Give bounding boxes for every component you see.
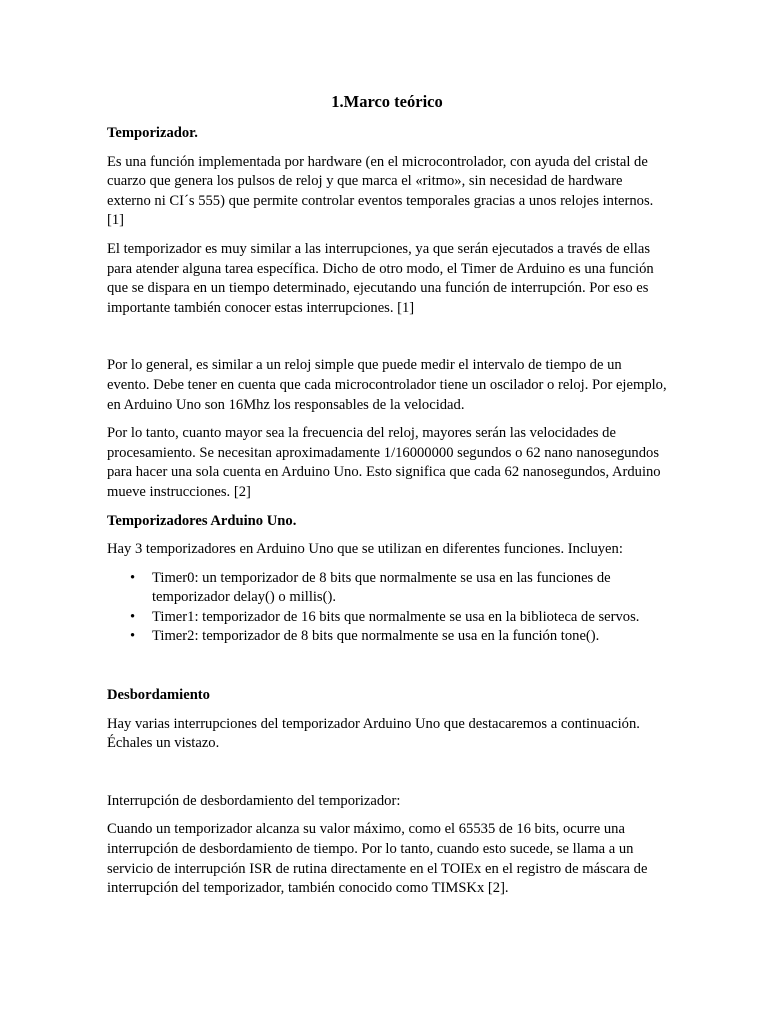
bullet-icon: • [130,628,136,645]
paragraph-definicion: Es una función implementada por hardware (en el microcontrolador, con ayuda del cristal de cuarzo que genera los pulsos de reloj y que marca el «ritmo», sin necesidad de hardware externo ni CI´s 555) que permite controlar eventos temporales gracias a unos relojes internos. [1] [107,153,654,229]
document-title: 1.Marco teórico [331,92,443,111]
timer-list [107,569,667,647]
paragraph-interrupciones: El temporizador es muy similar a las interrupciones, ya que serán ejecutados a través de ellas para atender alguna tarea específica. Dicho de otro modo, el Timer de Arduino es una función que se dispara en un tiempo determinado, ejecutando una función de interrupción. Por eso es importante también conocer estas interrupciones. [1] [107,240,654,316]
document-body [107,92,667,908]
blank-line [107,763,667,792]
paragraph-interrupcion-desbordamiento: Interrupción de desbordamiento del temporizador: [107,792,401,809]
paragraph-varias-interrupciones: Hay varias interrupciones del temporizador Arduino Uno que destacaremos a continuación. Échales un vistazo. [107,715,640,752]
list-item [130,569,667,608]
section-heading-desbordamiento: Desbordamiento [107,687,210,704]
bullet-icon: • [130,569,136,586]
list-item [130,608,667,628]
paragraph-tres-temporizadores: Hay 3 temporizadores en Arduino Uno que se utilizan en diferentes funciones. Incluyen: [107,541,623,558]
blank-line [107,656,667,686]
section-heading-temporizador: Temporizador. [107,125,198,141]
blank-line [107,327,667,356]
list-item-text: Timer2: temporizador de 8 bits que normalmente se usa en la función tone(). [152,628,600,645]
bullet-icon: • [130,608,136,625]
list-item [130,627,667,647]
paragraph-reloj: Por lo general, es similar a un reloj simple que puede medir el intervalo de tiempo de un evento. Debe tener en cuenta que cada microcontrolador tiene un oscilador o reloj. Por ejemplo, en Arduino Uno son 16Mhz los responsables de la velocidad. [107,357,667,413]
section-heading-arduino-uno: Temporizadores Arduino Uno. [107,512,297,529]
list-item-text: Timer1: temporizador de 16 bits que normalmente se usa en la biblioteca de servos. [152,608,640,625]
paragraph-frecuencia: Por lo tanto, cuanto mayor sea la frecuencia del reloj, mayores serán las velocidades de procesamiento. Se necesitan aproximadamente 1/16000000 segundos o 62 nano nanosegundos para hacer una sola cuenta en Arduino Uno. Esto significa que cada 62 nanosegundos, Arduino mueve instrucciones. [2] [107,425,661,500]
list-item-text: Timer0: un temporizador de 8 bits que normalmente se usa en las funciones de temporizador delay() o millis(). [152,569,611,606]
paragraph-valor-maximo: Cuando un temporizador alcanza su valor máximo, como el 65535 de 16 bits, ocurre una interrupción de desbordamiento de tiempo. Por lo tanto, cuando esto sucede, se llama a un servicio de interrupción ISR de rutina directamente en el TOIEx en el registro de máscara de interrupción del temporizador, también conocido como TIMSKx [2]. [107,821,648,897]
